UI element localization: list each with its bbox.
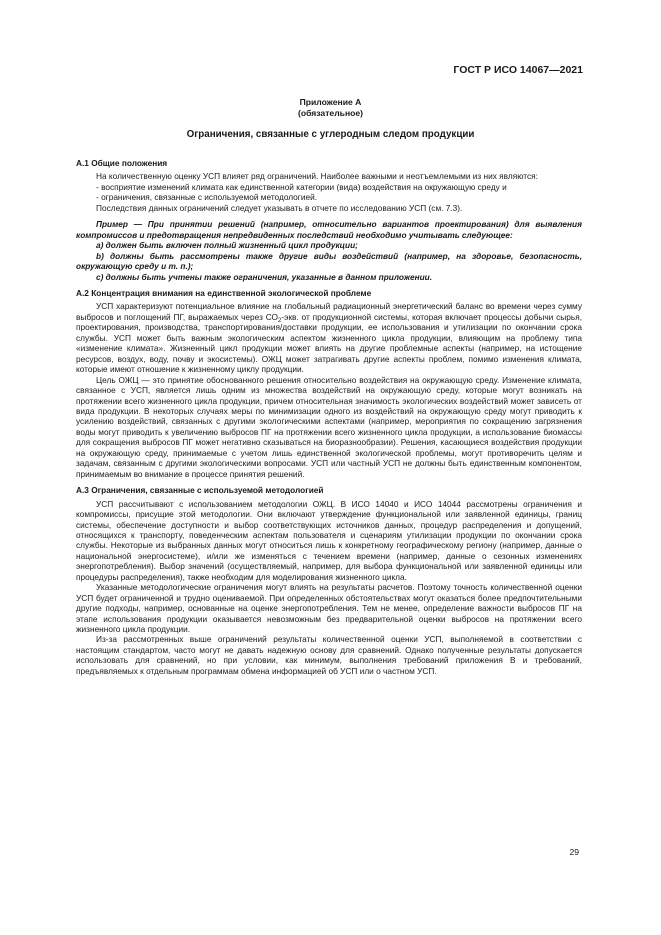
section-a2-heading: А.2 Концентрация внимания на единственной экологической проблеме xyxy=(76,287,372,298)
section-a3-heading: А.3 Ограничения, связанные с используемой методологией xyxy=(76,485,324,496)
section-a3-paragraph-1: УСП рассчитывают с использованием методологии ОЖЦ. В ИСО 14040 и ИСО 14044 рассмотрены ограничения и компромиссы, присущие этой методологии. Они включают утверждение функциональной или заявленной единицы, границ системы, обеспечение доступности и выбор соответствующих источников данных, процедур распределения и допущений, относящихся к транспорту, поведенческим аспектам пользователя и сценариям утилизации продукции по окончании срока службы. Некоторые из выбранных данных могут относиться лишь к конкретному географическому региону (например, данные о национальной энергосистеме), и/или же изменяться с течением времени (например, данные о сезонных изменениях энергопотребления). Выбор значений (осуществляемый, например, для выбора функциональной или заявленной единицы или процедуры распределения), также необходим для моделирования жизненного цикла. xyxy=(76,498,582,582)
section-a2-paragraph-2: Цель ОЖЦ — это принятие обоснованного решения относительно воздействия на окружающую среду. Изменение климата, связанное с УСП, является лишь одним из множества воздействий на окружающую среду, которые могут возникать на протяжении всего жизненного цикла продукции, причем относительная значимость экологических воздействий может зависеть от вида продукции. В некоторых случаях меры по минимизации одного из воздействий на окружающую среду могут приводить к усилению воздействий, связанных с другими экологическими аспектами (например, мероприятия по сокращению загрязнения воды могут приводить к увеличению выбросов ПГ на протяжении всего жизненного цикла продукции, а использование биомассы для сокращения выбросов ПГ может негативно сказываться на биоразнообразии). Решения, касающиеся воздействия продукции на окружающую среду, принимаемые с учетом лишь единственной экологической проблемы, могут противоречить целям и задачам, связанным с другими экологическими вопросами. УСП или частный УСП не должны быть единственным компонентом, принимаемым во внимание в процессе принятия решений. xyxy=(76,374,582,479)
appendix-status: (обязательное) xyxy=(297,108,364,118)
section-a1-paragraph-1: На количественную оценку УСП влияет ряд ограничений. Наиболее важными и неотъемлемыми из них являются: xyxy=(96,171,538,182)
document-body xyxy=(76,158,582,676)
main-title: Ограничения, связанные с углеродным следом продукции xyxy=(186,129,475,140)
example-item-c: с) должны быть учтены также ограничения, указанные в данном приложении. xyxy=(96,271,433,282)
section-a1-heading: А.1 Общие положения xyxy=(76,158,168,168)
appendix-title: Приложение А xyxy=(299,97,362,107)
standard-number: ГОСТ Р ИСО 14067—2021 xyxy=(453,64,583,76)
appendix-heading xyxy=(0,97,661,119)
section-a1-paragraph-2: Последствия данных ограничений следует указывать в отчете по исследованию УСП (см. 7.3). xyxy=(96,202,463,213)
page-number: 29 xyxy=(569,847,579,857)
example-item-b: b) должны быть рассмотрены также другие виды воздействий (например, на здоровье, безопасность, окружающую среду и т. п.); xyxy=(76,250,582,272)
section-a1-list-item-2: - ограничения, связанные с используемой методологией. xyxy=(96,192,318,203)
example-intro: Пример — При принятии решений (например, относительно вариантов проектирования) для выявления компромиссов и предотвращения непредвиденных последствий необходимо учитывать следующее: xyxy=(76,219,582,240)
section-a3-paragraph-3: Из-за рассмотренных выше ограничений результаты количественной оценки УСП, выполняемой в соответствии с настоящим стандартом, часто могут не давать надежную основу для сравнений. Однако полученные результаты допускается использовать для сравнений, но при условии, как минимум, выполнения требований приложения В и требований, предъявляемых к отдельным программам обмена информацией об УСП или о частном УСП. xyxy=(76,634,582,676)
section-a3-paragraph-2: Указанные методологические ограничения могут влиять на результаты расчетов. Поэтому точность количественной оценки УСП будет ограниченной и трудно оцениваемой. При определенных обстоятельствах могут оказаться более предпочтительными другие подходы, например, основанные на оценке энергопотребления. Тем не менее, определение важности выбросов ПГ на этапе использования продукции оказывается невозможным без предварительной оценки выбросов на протяжении всего жизненного цикла продукции. xyxy=(76,582,582,635)
section-a2-paragraph-1: УСП характеризуют потенциальное влияние на глобальный радиационный энергетический баланс во времени через сумму выбросов и поглощений ПГ, выражаемых через $СО_2$-экв. от продукционной системы, которая включает процессы добычи сырья, проектирования, производства, транспортирования/доставки продукции, ее использования и утилизации по окончании срока службы. УСП может быть важным экологическим аспектом жизненного цикла продукции, влияющим на проблему типа «изменение климата». Жизненный цикл продукции может влиять на другие проблемные аспекты (например, на истощение ресурсов, воздух, воду, почву и экосистемы). ОЖЦ может затрагивать другие аспекты проблем, помимо изменения климата, которые имеют отношение к жизненному циклу продукции. xyxy=(76,301,582,375)
example-item-a: а) должен быть включен полный жизненный цикл продукции; xyxy=(96,240,358,251)
section-a1-list-item-1: - восприятие изменений климата как единственной категории (вида) воздействия на окружающую среду и xyxy=(96,181,507,192)
